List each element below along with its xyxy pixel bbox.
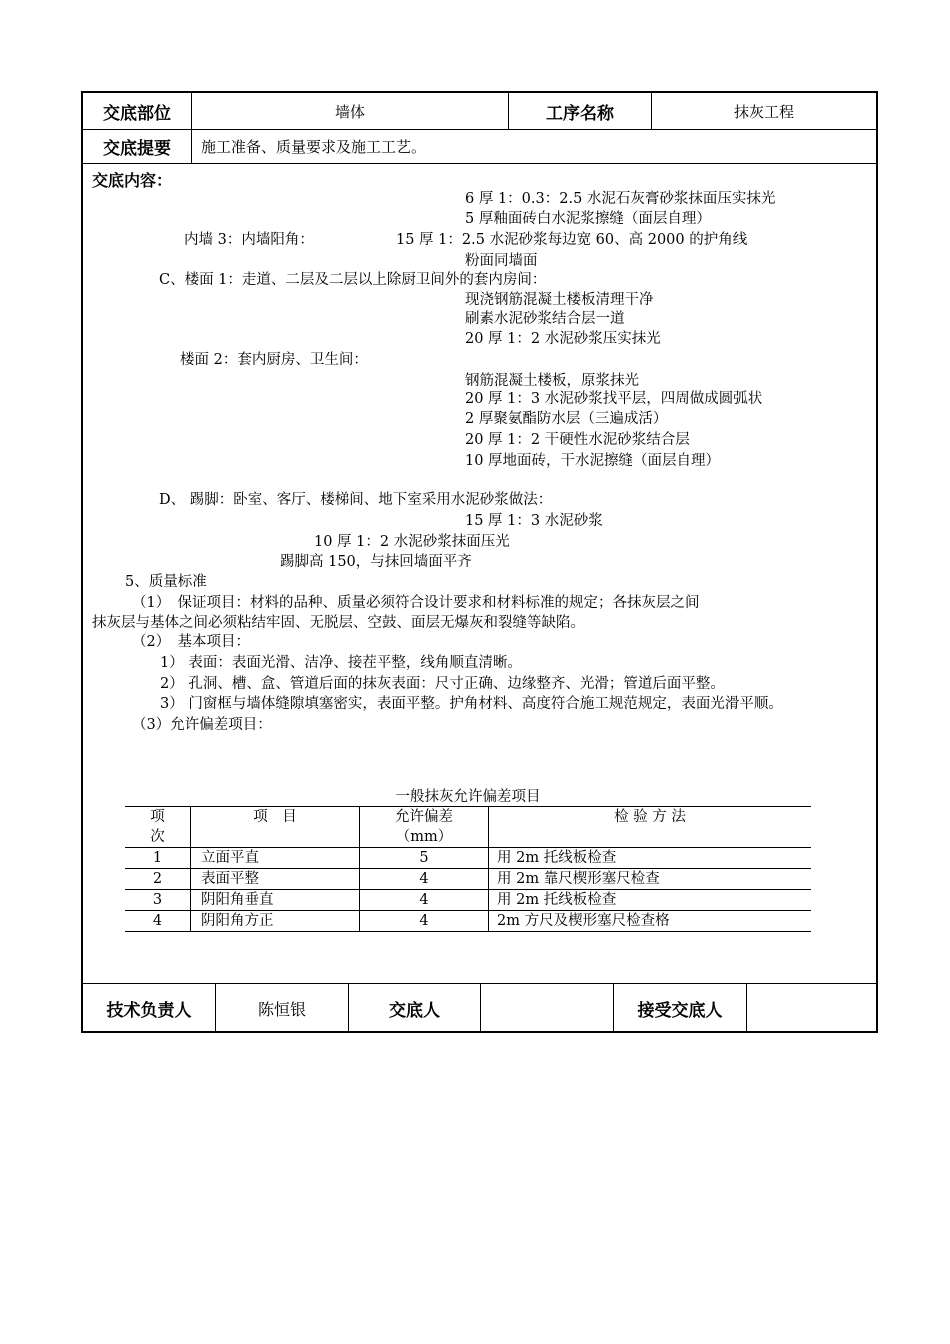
table-header-row: [125, 807, 811, 848]
discloser-label: 交底人: [349, 984, 481, 1033]
table-row: [125, 848, 811, 869]
process-label: 工序名称: [509, 93, 652, 129]
content-line: 5 厚釉面砖白水泥浆擦缝（面层自理）: [465, 211, 711, 227]
header-no-line2: 次: [150, 829, 165, 845]
row-method: 用 2m 托线板检查: [489, 848, 812, 869]
content-line: D、 踢脚：卧室、客厅、楼梯间、地下室采用水泥砂浆做法：: [159, 492, 553, 508]
header-tolerance-line2: （mm）: [395, 829, 453, 845]
row-item: 表面平整: [191, 869, 360, 890]
row-no: 3: [125, 890, 191, 911]
content-line: C、楼面 1：走道、二层及二层以上除厨卫间外的套内房间：: [159, 272, 547, 288]
deviation-table: [125, 806, 811, 932]
header-tolerance-line1: 允许偏差: [395, 809, 453, 825]
content-line: 钢筋混凝土楼板，原浆抹光: [465, 373, 639, 389]
content-line: 20 厚 1：2 水泥砂浆压实抹光: [465, 331, 661, 347]
content-line: （3）允许偏差项目：: [132, 717, 272, 733]
content-line: 15 厚 1：2.5 水泥砂浆每边宽 60、高 2000 的护角线: [396, 232, 748, 248]
row-no: 2: [125, 869, 191, 890]
content-line: 10 厚地面砖，干水泥擦缝（面层自理）: [465, 453, 721, 469]
row-item: 立面平直: [191, 848, 360, 869]
row-item: 阴阳角方正: [191, 911, 360, 932]
row-tolerance: 4: [360, 890, 489, 911]
content-line: 5、质量标准: [125, 574, 207, 590]
content-line: （2） 基本项目：: [132, 634, 250, 650]
tech-lead-value: 陈恒银: [216, 984, 349, 1033]
header-item: 项 目: [191, 807, 360, 848]
row-no: 1: [125, 848, 191, 869]
header-no: [125, 807, 191, 848]
summary-label: 交底提要: [83, 130, 192, 163]
content-heading: 交底内容：: [92, 171, 173, 190]
table-row: [125, 911, 811, 932]
row-method: 2m 方尺及楔形塞尺检查格: [489, 911, 812, 932]
content-line: 刷素水泥砂浆结合层一道: [465, 311, 625, 327]
summary-value: 施工准备、质量要求及施工工艺。: [201, 138, 427, 156]
content-line: 内墙 3：内墙阳角：: [184, 232, 314, 248]
row-tolerance: 4: [360, 911, 489, 932]
content-line: 楼面 2：套内厨房、卫生间：: [180, 352, 368, 368]
disclosure-form: [81, 91, 878, 1033]
content-line: 20 厚 1：2 干硬性水泥砂浆结合层: [465, 432, 690, 448]
header-tolerance: [360, 807, 489, 848]
content-line: 2 厚聚氨酯防水层（三遍成活）: [465, 411, 668, 427]
content-line: 15 厚 1：3 水泥砂浆: [465, 513, 603, 529]
discloser-value: [481, 984, 614, 1033]
header-method: 检 验 方 法: [489, 807, 812, 848]
row-tolerance: 4: [360, 869, 489, 890]
row-method: 用 2m 靠尺楔形塞尺检查: [489, 869, 812, 890]
content-line: 6 厚 1：0.3：2.5 水泥石灰膏砂浆抹面压实抹光: [465, 191, 776, 207]
row-tolerance: 5: [360, 848, 489, 869]
process-value: 抹灰工程: [733, 102, 794, 121]
content-line: （1） 保证项目：材料的品种、质量必须符合设计要求和材料标准的规定；各抹灰层之间: [132, 595, 700, 611]
content-line: 粉面同墙面: [465, 253, 538, 269]
header-no-line1: 项: [150, 809, 165, 825]
summary-row: [83, 130, 876, 164]
content-line: 现浇钢筋混凝土楼板清理干净: [465, 292, 654, 308]
tech-lead-label: 技术负责人: [83, 984, 216, 1033]
row-no: 4: [125, 911, 191, 932]
part-label: 交底部位: [83, 93, 192, 129]
content-line: 抹灰层与基体之间必须粘结牢固、无脱层、空鼓、面层无爆灰和裂缝等缺陷。: [92, 615, 585, 631]
table-row: [125, 890, 811, 911]
deviation-table-title: 一般抹灰允许偏差项目: [395, 789, 541, 805]
receiver-label: 接受交底人: [614, 984, 747, 1033]
part-value: 墙体: [192, 93, 509, 129]
header-row: [83, 93, 876, 130]
row-method: 用 2m 托线板检查: [489, 890, 812, 911]
table-row: [125, 869, 811, 890]
content-line: 10 厚 1：2 水泥砂浆抹面压光: [314, 534, 510, 550]
content-line: 20 厚 1：3 水泥砂浆找平层，四周做成圆弧状: [465, 391, 763, 407]
content-line: 2） 孔洞、槽、盒、管道后面的抹灰表面：尺寸正确、边缘整齐、光滑；管道后面平整。: [160, 676, 725, 692]
receiver-value: [747, 984, 876, 1033]
signature-row: [83, 984, 876, 1033]
content-line: 1） 表面：表面光滑、洁净、接茬平整，线角顺直清晰。: [160, 655, 522, 671]
row-item: 阴阳角垂直: [191, 890, 360, 911]
content-line: 踢脚高 150，与抹回墙面平齐: [280, 554, 472, 570]
content-section: [83, 164, 876, 984]
content-line: 3） 门窗框与墙体缝隙填塞密实，表面平整。护角材料、高度符合施工规范规定，表面光滑平顺。: [160, 696, 783, 712]
